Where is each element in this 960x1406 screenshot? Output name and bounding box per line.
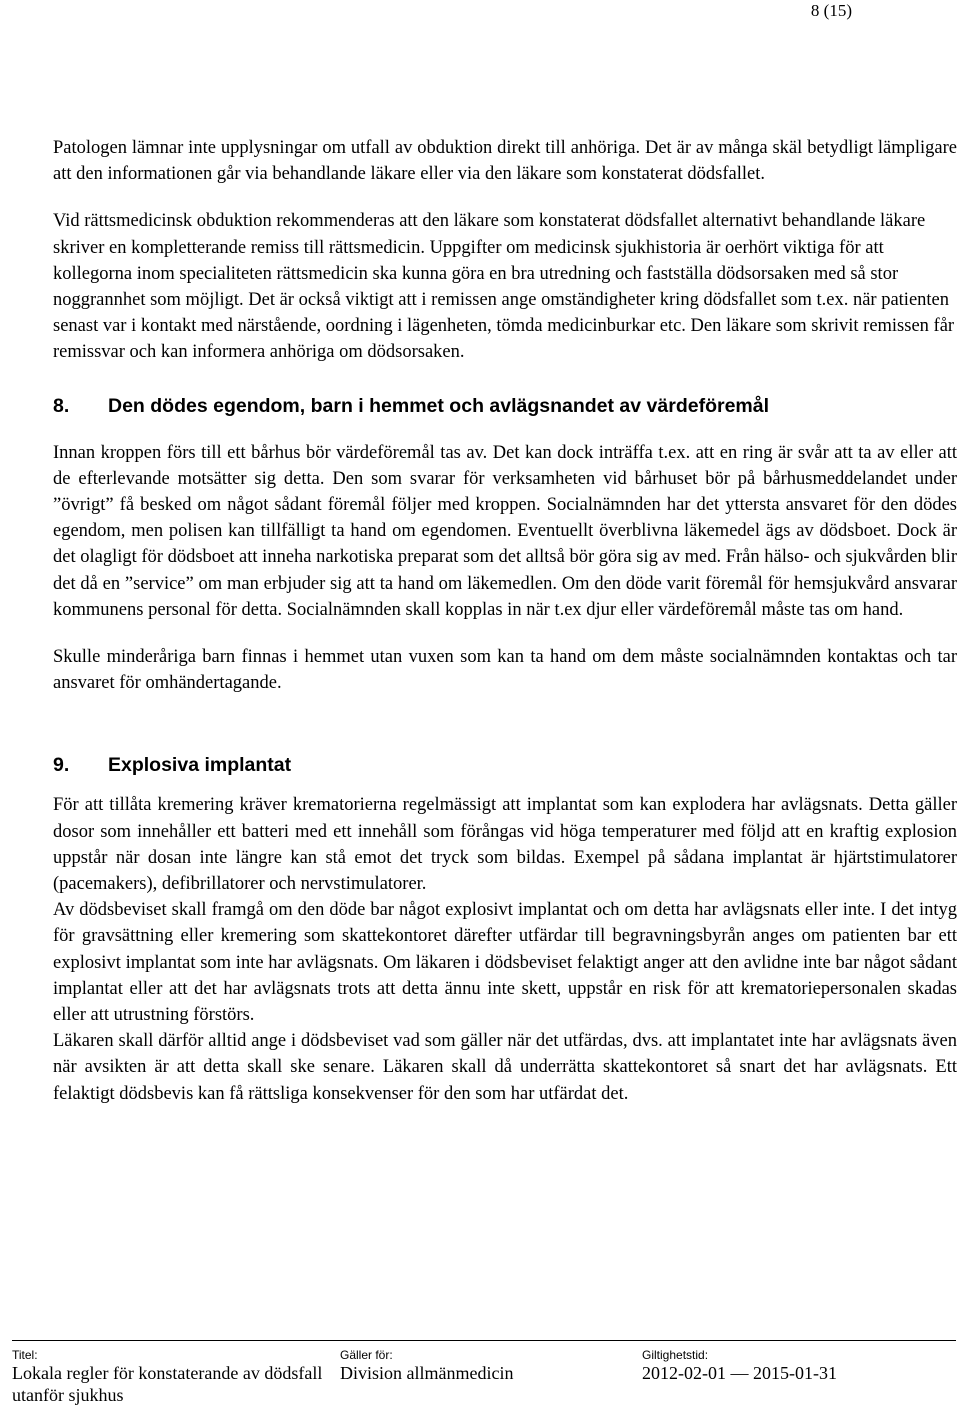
section-8-paragraph-2: Skulle minderåriga barn finnas i hemmet utan vuxen som kan ta hand om dem måste socialnämnden kontaktas och tar ansvaret för omhändertagande. <box>53 647 957 694</box>
document-body <box>53 135 957 1107</box>
page-footer <box>12 1340 956 1405</box>
footer-applies-value: Division allmänmedicin <box>340 1363 514 1383</box>
footer-title-value: Lokala regler för konstaterande av dödsfall utanför sjukhus <box>12 1363 323 1405</box>
footer-applies-block <box>340 1348 630 1384</box>
section-8-title: Den dödes egendom, barn i hemmet och avlägsnandet av värdeföremål <box>108 394 770 417</box>
footer-applies-label: Gäller för: <box>340 1348 393 1362</box>
section-8-paragraph-1: Innan kroppen förs till ett bårhus bör värdeföremål tas av. Det kan dock inträffa t.ex. att en ring är svår att ta av eller att de efterlevande motsätter sig detta. Den som svarar för verksamheten vid bårhuset bör på bårhusmeddelandet under ”övrigt” få besked om något sådant föremål följer med kroppen. Socialnämnden har det yttersta ansvaret för den dödes egendom, men polisen kan tillfälligt ta hand om egendomen. Eventuellt överblivna läkemedel ägs av dödsboet. Dock är det olagligt för dödsboet att inneha narkotiska preparat som det alltså bör göra sig av med. Från hälso- och sjukvården blir det då en ”service” om man erbjuder sig att ta hand om läkemedlen. Om den döde varit föremål för hemsjukvård ansvarar kommunens personal för detta. Socialnämnden skall kopplas in när t.ex djur eller värdeföremål måste tas om hand. <box>53 442 957 620</box>
footer-validity-block <box>642 1348 942 1384</box>
section-9-paragraph-2: Av dödsbeviset skall framgå om den döde bar något explosivt implantat och om detta har avlägsnats eller inte. I det intyg för gravsättning eller kremering som skattekontoret därefter utfärdar till begravningsbyrån anges om patienten bar ett explosivt implantat som inte har avlägsnats. Om läkaren i dödsbeviset felaktigt anger att den avlidne inte bar något sådant implantat eller att det har avlägsnats trots att detta ännu inte skett, uppstår en risk för att krematoriepersonalen skadas eller att utrustning förstörs. <box>53 900 957 1026</box>
footer-title-block <box>12 1348 332 1406</box>
section-9-number: 9. <box>53 754 70 777</box>
section-9-paragraph-1: För att tillåta kremering kräver krematorierna regelmässigt att implantat som kan explodera har avlägsnats. Detta gäller dosor som innehåller ett batteri med ett innehåll som förångas vid höga temperaturer med följd att en kraftig explosion uppstår när dosan inte längre kan stå emot det tryck som bildas. Exempel på sådana implantat är hjärtstimulatorer (pacemakers), defibrillatorer och nervstimulatorer. <box>53 795 957 895</box>
footer-validity-label: Giltighetstid: <box>642 1348 709 1362</box>
section-9-heading <box>53 752 957 778</box>
footer-validity-value: 2012-02-01 — 2015-01-31 <box>642 1363 837 1383</box>
section-8-heading <box>53 393 957 419</box>
section-9-paragraph-3: Läkaren skall därför alltid ange i dödsbeviset vad som gäller när det utfärdas, dvs. att implantatet inte har avlägsnats även när avsikten är att detta skall ske senare. Läkaren skall då underrätta skattekontoret så snart det har avlägsnats. Ett felaktigt dödsbevis kan få rättsliga konsekvenser för den som har utfärdat det. <box>53 1031 957 1104</box>
paragraph-intro-1: Patologen lämnar inte upplysningar om utfall av obduktion direkt till anhöriga. Det är av många skäl betydligt lämpligare att den informationen går via behandlande läkare eller via den läkare som konstaterat dödsfallet. <box>53 138 957 185</box>
footer-title-label: Titel: <box>12 1348 38 1362</box>
section-8-number: 8. <box>53 394 70 417</box>
page-number: 8 (15) <box>810 1 852 20</box>
paragraph-intro-2: Vid rättsmedicinsk obduktion rekommenderas att den läkare som konstaterat dödsfallet alternativt behandlande läkare skriver en kompletterande remiss till rättsmedicin. Uppgifter om medicinsk sjukhistoria är oerhört viktiga för att kollegorna inom specialiteten rättsmedicin ska kunna göra en bra utredning och fastställa dödsorsaken med så stor noggrannhet som möjligt. Det är också viktigt att i remissen ange omständigheter kring dödsfallet som t.ex. när patienten senast var i kontakt med närstående, oordning i lägenheten, tömda medicinburkar etc. Den läkare som skrivit remissen får remissvar och kan informera anhöriga om dödsorsaken. <box>53 211 955 363</box>
section-9-title: Explosiva implantat <box>108 754 292 777</box>
